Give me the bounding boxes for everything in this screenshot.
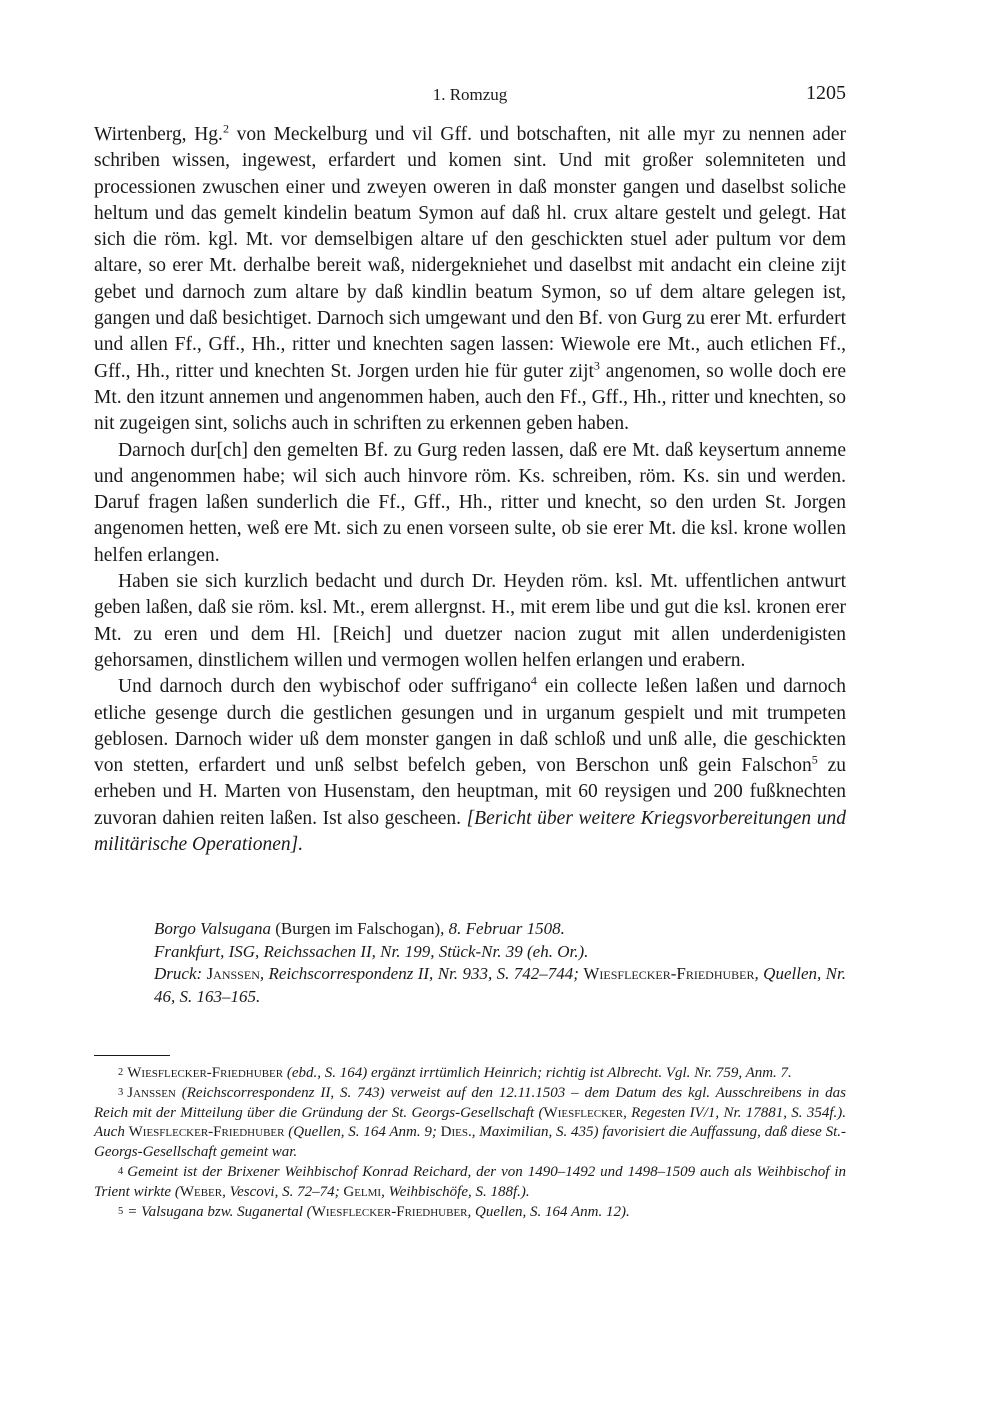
author-name: Janssen bbox=[206, 964, 260, 983]
paragraph-1 bbox=[94, 122, 846, 438]
text-run: = Valsugana bzw. Suganertal ( bbox=[127, 1203, 312, 1220]
text-run: , Quellen, Nr. 46, S. 163–165. bbox=[154, 964, 846, 1006]
text-run: ein collecte leßen laßen und darnoch etliche gesenge durch die gestlichen gesungen und in urganum gespielt und mit trumpeten geblosen. Darnoch wider uß dem monster gangen in daß schloß und unß alle, die geschickten von stetten, erfardert und unß selbst befelch geben, von Berschon unß gein Falschon bbox=[94, 676, 846, 777]
footnote-ref-5[interactable]: 5 bbox=[811, 752, 818, 767]
text-run: , Regesten IV/1, Nr. 17881, S. 354f.). Auch bbox=[94, 1104, 846, 1141]
section-title: 1. Romzug bbox=[432, 85, 508, 104]
footnote-number: 4 bbox=[118, 1165, 124, 1177]
source-place-note: (Burgen im Falschogan) bbox=[270, 919, 441, 938]
author-name: Wiesflecker-Friedhuber bbox=[127, 1065, 284, 1081]
text-run: zu erheben und H. Marten von Husenstam, den heuptman, mit 60 reysigen und 200 fußknechten zuvoran dahien reiten laßen. Ist also gescheen. bbox=[94, 755, 847, 829]
text-run: Wirtenberg, Hg. bbox=[94, 124, 223, 145]
text-run: Und darnoch durch den wybischof oder suffrigano bbox=[118, 676, 531, 698]
footnote-number: 3 bbox=[118, 1086, 124, 1098]
source-place: Borgo Valsugana bbox=[154, 919, 271, 938]
print-label: Druck: bbox=[154, 964, 207, 983]
footnote-number: 5 bbox=[118, 1205, 124, 1217]
source-citation bbox=[154, 918, 846, 1008]
author-name: Wiesflecker-Friedhuber bbox=[311, 1203, 468, 1220]
source-archive-line: Frankfurt, ISG, Reichssachen II, Nr. 199, Stück-Nr. 39 (eh. Or.). bbox=[154, 941, 589, 961]
author-name: Wiesflecker-Friedhuber bbox=[583, 964, 755, 983]
text-run: (Quellen, S. 164 Anm. 9; bbox=[284, 1124, 441, 1141]
footnote-ref-4[interactable]: 4 bbox=[530, 673, 537, 688]
text-run: Gemeint ist der Brixener Weihbischof Konrad Reichard, der von 1490–1492 und 1498–1509 auch als Weihbischof in Trient wirkte ( bbox=[94, 1163, 846, 1200]
editorial-note: [Bericht über weitere Kriegsvorbereitungen und militärische Operationen]. bbox=[94, 807, 846, 856]
running-head bbox=[94, 82, 846, 108]
source-date-line bbox=[154, 918, 846, 941]
author-name: Janssen bbox=[127, 1084, 176, 1101]
text-run: , Maximilian, S. 435) favorisiert die Auffassung, daß diese St.-Georgs-Gesellschaft gemeint war. bbox=[94, 1124, 847, 1161]
author-name: Weber bbox=[179, 1183, 223, 1200]
footnote-ref-3[interactable]: 3 bbox=[593, 358, 600, 373]
footnote-ref-2[interactable]: 2 bbox=[222, 121, 229, 136]
author-name: Wiesflecker bbox=[543, 1104, 624, 1121]
footnote-2 bbox=[94, 1064, 846, 1084]
source-print-line bbox=[154, 963, 846, 1008]
paragraph-3: Haben sie sich kurzlich bedacht und durch Dr. Heyden röm. ksl. Mt. uffentlichen antwurt geben laßen, daß sie röm. ksl. Mt., erem allergnst. H., mit erem libe und gut die ksl. kronen erer Mt. zu eren und dem Hl. [Reich] und duetzer nacion zugut mit allen underdenigisten gehorsamen, dinstlichem willen und vermogen wollen helfen erlangen und erabern. bbox=[94, 571, 846, 671]
main-text bbox=[94, 122, 846, 858]
text-run: von Meckelburg und vil Gff. und botschaften, nit alle myr zu nennen ader schriben wissen, ingewest, erfardert und komen sint. Und mit großer solemniteten und processionen zwuschen einer und zweyen oweren in daß monster gangen und daselbst soliche heltum und das gemelt kindelin beatum Symon auf daß hl. crux altare gestelt und gelegt. Hat sich die röm. kgl. Mt. vor demselbigen altare uf den geschickten stuel ader pultum vor dem altare, so erer Mt. derhalbe bereit waß, nidergekniehet und daselbst mit andacht ein cleine zijt gebet und darnoch zum altare by daß kindlin beatum Symon, so uf dem altare gelegen ist, gangen und daß besichtiget. Darnoch sich umgewant und den Bf. von Gurg zu erer Mt. erfurdert und allen Ff., Gff., Hh., ritter und knechten sagen lassen: Wiewole ere Mt., auch etlichen Ff., Gff., Hh., ritter und knechten St. Jorgen urden hie für guter zijt bbox=[94, 124, 846, 382]
text-run: (Reichscorrespondenz II, S. 743) verweist auf den 12.11.1503 – dem Datum des kgl. Ausschreibens in das Reich mit der Mitteilung über die Gründung der St. Georgs-Gesellschaft ( bbox=[94, 1084, 846, 1121]
author-name: Gelmi bbox=[343, 1183, 382, 1200]
footnote-separator bbox=[94, 1055, 170, 1056]
footnote-5 bbox=[94, 1203, 846, 1223]
footnotes bbox=[94, 1064, 846, 1222]
text-run: (ebd., S. 164) ergänzt irrtümlich Heinrich; richtig ist Albrecht. Vgl. Nr. 759, Anm. 7. bbox=[283, 1065, 792, 1081]
text-run: angenomen, so wolle doch ere Mt. den itzunt annemen und angenommen haben, auch den Ff., Gff., Hh., ritter und knechten, so nit zugeigen sint, solichs auch in schriften zu erkennen geben haben. bbox=[94, 360, 846, 435]
paragraph-2: Darnoch dur[ch] den gemelten Bf. zu Gurg reden lassen, daß ere Mt. daß keysertum anneme und angenommen habe; wil sich auch hinvore röm. Ks. schreiben, röm. Ks. sin und werden. Daruf fragen laßen sunderlich die Ff., Gff., Hh., ritter und knecht, so den urden St. Jorgen angenomen hetten, weß ere Mt. sich zu enen vorseen sulte, ob sie erer Mt. die ksl. krone wollen helfen erlangen. bbox=[94, 439, 846, 566]
text-run: , Weihbischöfe, S. 188f.). bbox=[381, 1183, 530, 1200]
text-run: , Vescovi, S. 72–74; bbox=[222, 1183, 344, 1200]
text-run: , Quellen, S. 164 Anm. 12). bbox=[467, 1203, 630, 1220]
page-number: 1205 bbox=[806, 82, 846, 104]
footnote-3 bbox=[94, 1084, 846, 1163]
source-date: , 8. Februar 1508. bbox=[440, 919, 565, 938]
paragraph-4 bbox=[94, 674, 846, 858]
footnote-number: 2 bbox=[118, 1067, 124, 1078]
author-name: Dies. bbox=[440, 1124, 472, 1141]
text-run: , Reichscorrespondenz II, Nr. 933, S. 742–744; bbox=[259, 964, 584, 983]
author-name: Wiesflecker-Friedhuber bbox=[128, 1124, 285, 1141]
footnote-4 bbox=[94, 1163, 846, 1203]
